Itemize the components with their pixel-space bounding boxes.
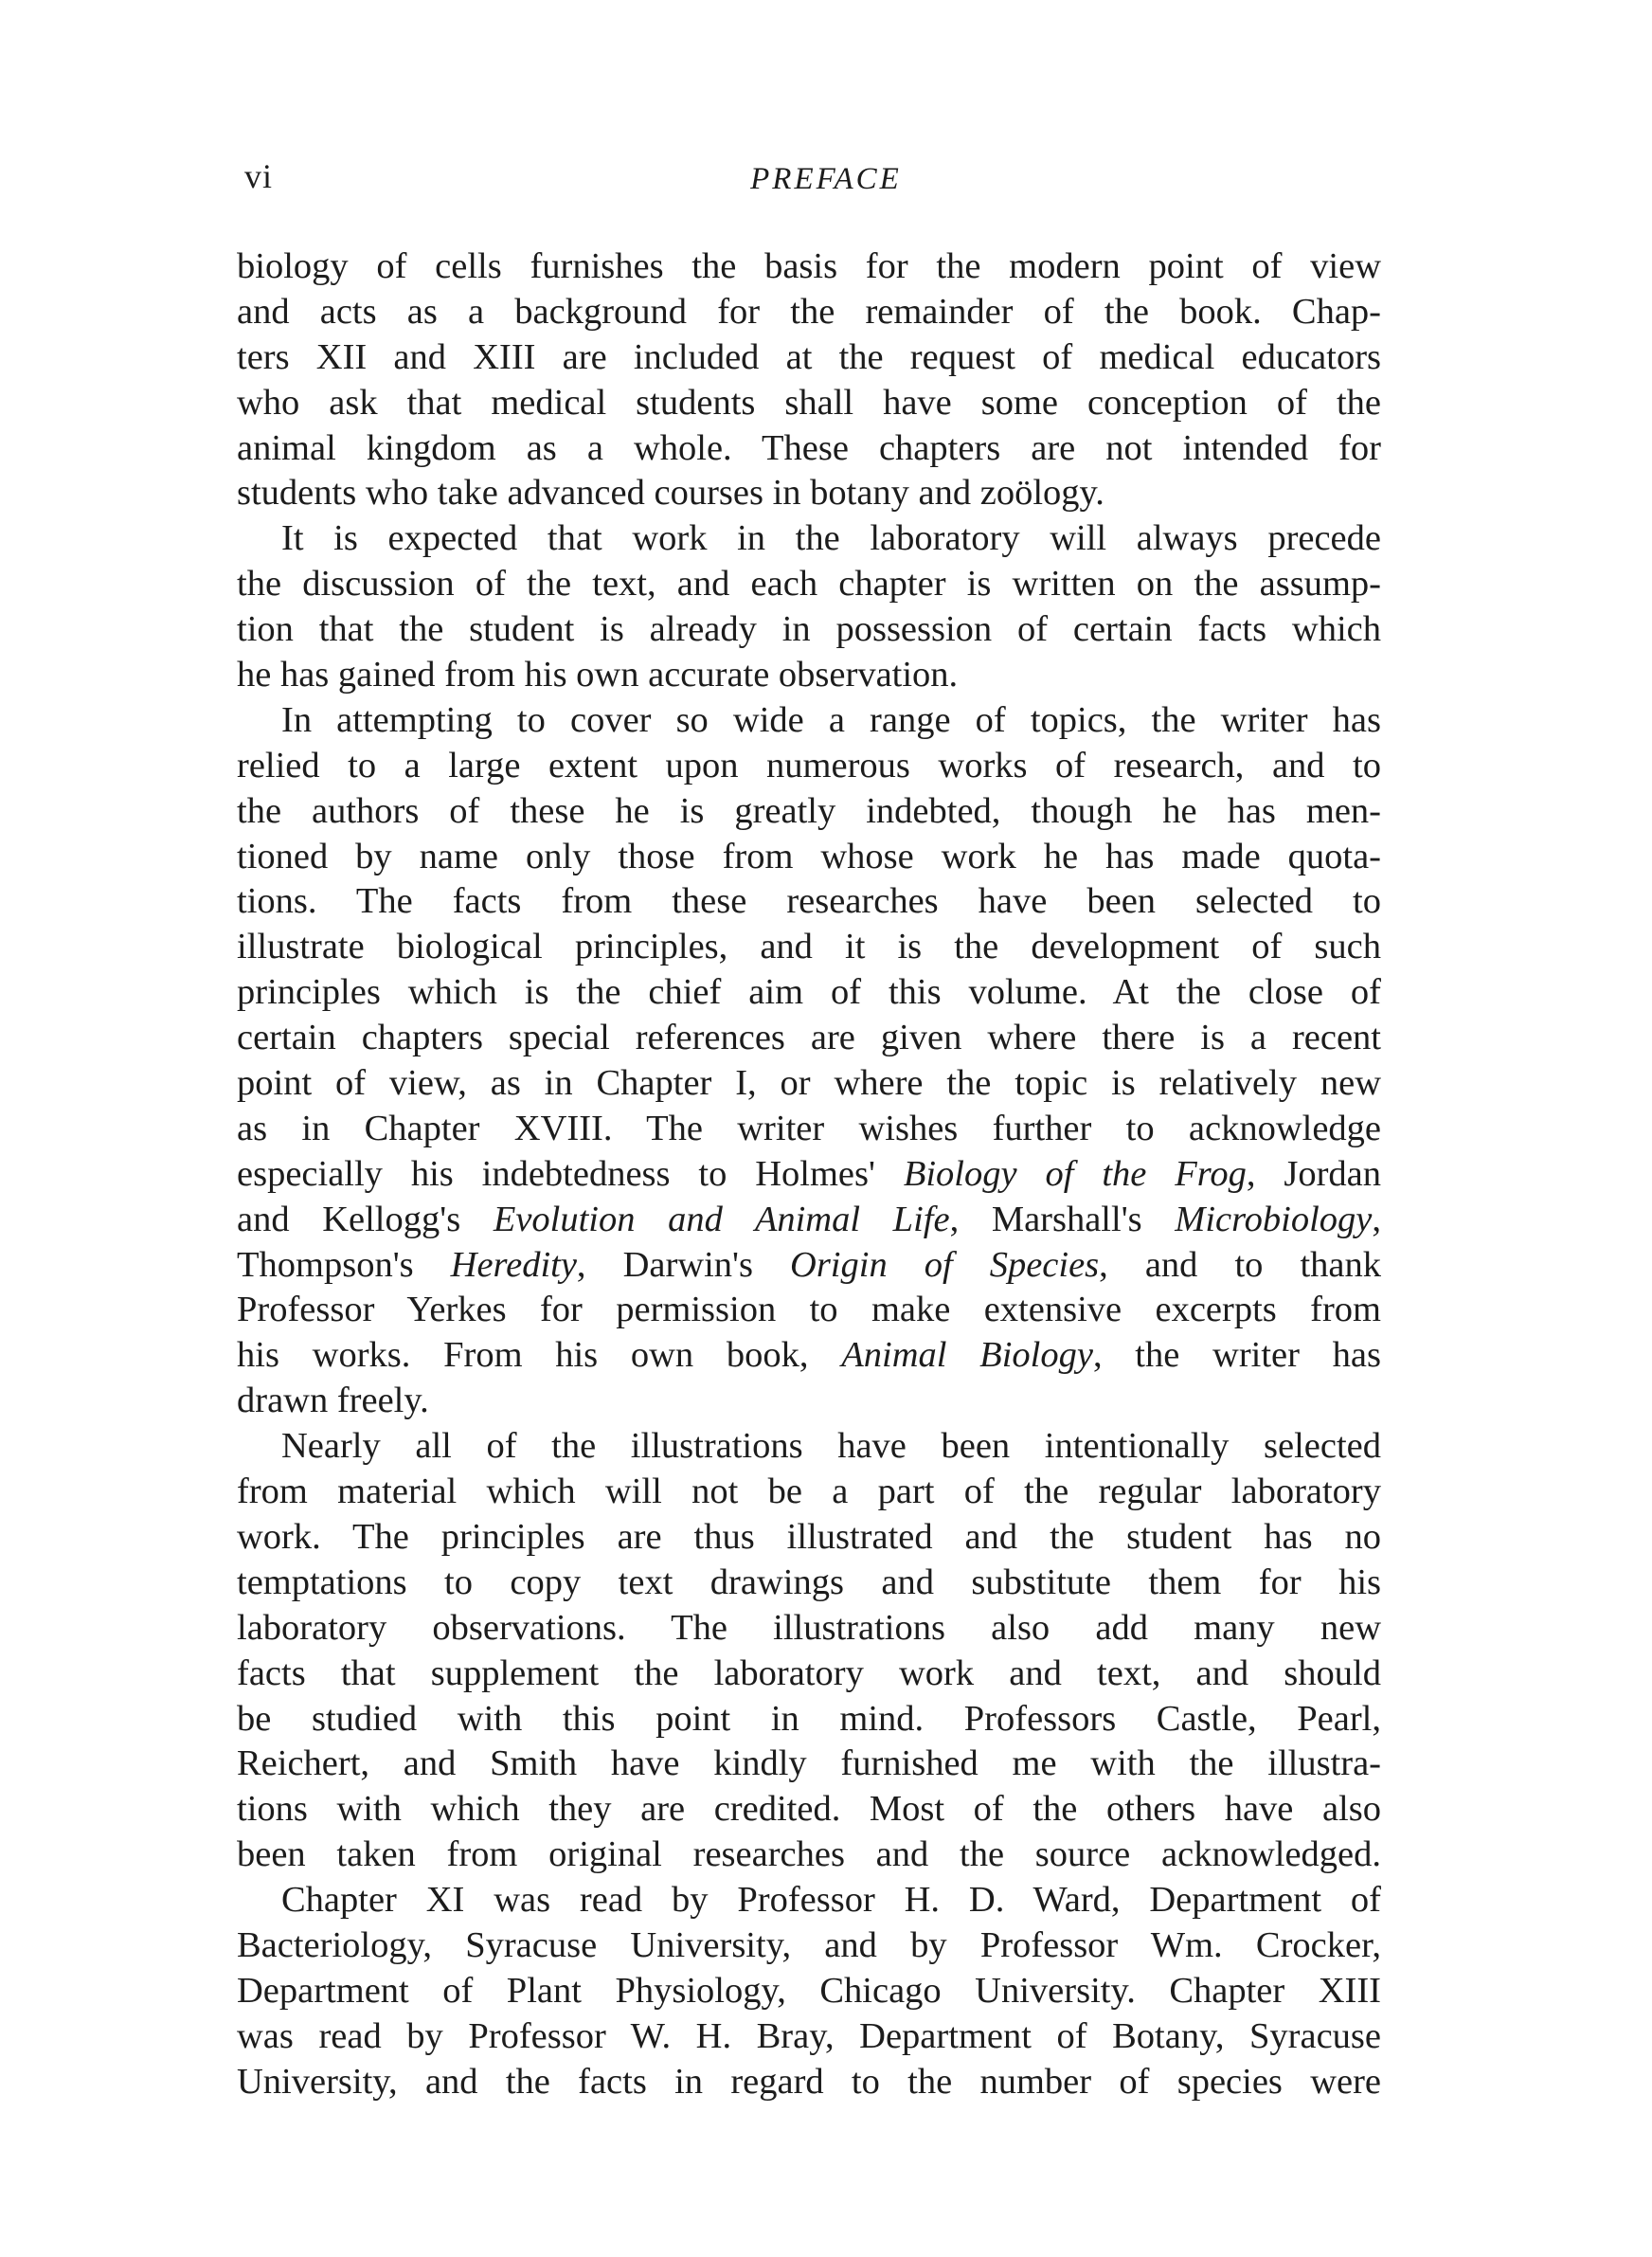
page-number: vi (244, 157, 274, 195)
text-line: Bacteriology, Syracuse University, and by Professor Wm. Crocker, (237, 1924, 1381, 1965)
text-line: relied to a large extent upon numerous works of research, and to (237, 745, 1381, 785)
text-line: Department of Plant Physiology, Chicago University. Chapter XIII (237, 1970, 1381, 2011)
text-line: certain chapters special references are given where there is a recent (237, 1018, 1381, 1058)
text-line: Nearly all of the illustrations have been intentionally selected (281, 1426, 1381, 1467)
text-line: was read by Professor W. H. Bray, Department of Botany, Syracuse (237, 2015, 1381, 2056)
text-line: animal kingdom as a whole. These chapters are not intended for (237, 427, 1381, 468)
text-line: and acts as a background for the remainder of the book. Chap- (237, 291, 1381, 332)
text-line: from material which will not be a part of the regular laboratory (237, 1472, 1381, 1512)
text-line: tions. The facts from these researches have been selected to (237, 881, 1381, 922)
text-line: illustrate biological principles, and it is the development of such (237, 927, 1381, 967)
text-line: who ask that medical students shall have some conception of the (237, 382, 1381, 423)
text-line: point of view, as in Chapter I, or where the topic is relatively new (237, 1063, 1381, 1104)
text-line: tions with which they are credited. Most of the others have also (237, 1789, 1381, 1830)
text-line: Reichert, and Smith have kindly furnished me with the illustra- (237, 1743, 1381, 1784)
text-line: work. The principles are thus illustrated and the student has no (237, 1516, 1381, 1557)
text-line: be studied with this point in mind. Professors Castle, Pearl, (237, 1698, 1381, 1739)
text-line: Professor Yerkes for permission to make extensive excerpts from (237, 1290, 1381, 1330)
text-line: the discussion of the text, and each chapter is written on the assump- (237, 564, 1381, 605)
text-line: temptations to copy text drawings and substitute them for his (237, 1562, 1381, 1602)
text-line: the authors of these he is greatly indebted, though he has men- (237, 790, 1381, 831)
text-line: especially his indebtedness to Holmes' Biology of the Frog, Jordan (237, 1153, 1381, 1194)
paragraph (237, 244, 1381, 516)
preface-body (237, 244, 1381, 2105)
text-line: his works. From his own book, Animal Biology, the writer has (237, 1335, 1381, 1376)
text-line: It is expected that work in the laboratory will always precede (281, 518, 1381, 559)
text-line: University, and the facts in regard to the number of species were (237, 2061, 1381, 2102)
text-line: drawn freely. (237, 1381, 429, 1421)
paragraph (237, 1878, 1381, 2104)
text-line: biology of cells furnishes the basis for the modern point of view (237, 246, 1381, 286)
text-line: Thompson's Heredity, Darwin's Origin of Species, and to thank (237, 1244, 1381, 1285)
text-line: In attempting to cover so wide a range of topics, the writer has (281, 699, 1381, 740)
text-line: as in Chapter XVIII. The writer wishes further to acknowledge (237, 1108, 1381, 1148)
running-head: PREFACE (750, 162, 902, 196)
text-line: and Kellogg's Evolution and Animal Life, Marshall's Microbiology, (237, 1199, 1381, 1239)
text-line: principles which is the chief aim of this volume. At the close of (237, 972, 1381, 1013)
text-line: laboratory observations. The illustrations also add many new (237, 1607, 1381, 1648)
text-line: Chapter XI was read by Professor H. D. Ward, Department of (281, 1880, 1381, 1921)
text-line: been taken from original researches and the source acknowledged. (237, 1834, 1381, 1875)
paragraph (237, 698, 1381, 1424)
text-line: tioned by name only those from whose work he has made quota- (237, 836, 1381, 876)
text-line: facts that supplement the laboratory work and text, and should (237, 1652, 1381, 1693)
paragraph (237, 516, 1381, 698)
text-line: students who take advanced courses in botany and zoölogy. (237, 473, 1104, 514)
paragraph (237, 1424, 1381, 1878)
text-line: tion that the student is already in possession of certain facts which (237, 609, 1381, 650)
text-line: he has gained from his own accurate observation. (237, 655, 959, 695)
text-line: ters XII and XIII are included at the request of medical educators (237, 336, 1381, 377)
